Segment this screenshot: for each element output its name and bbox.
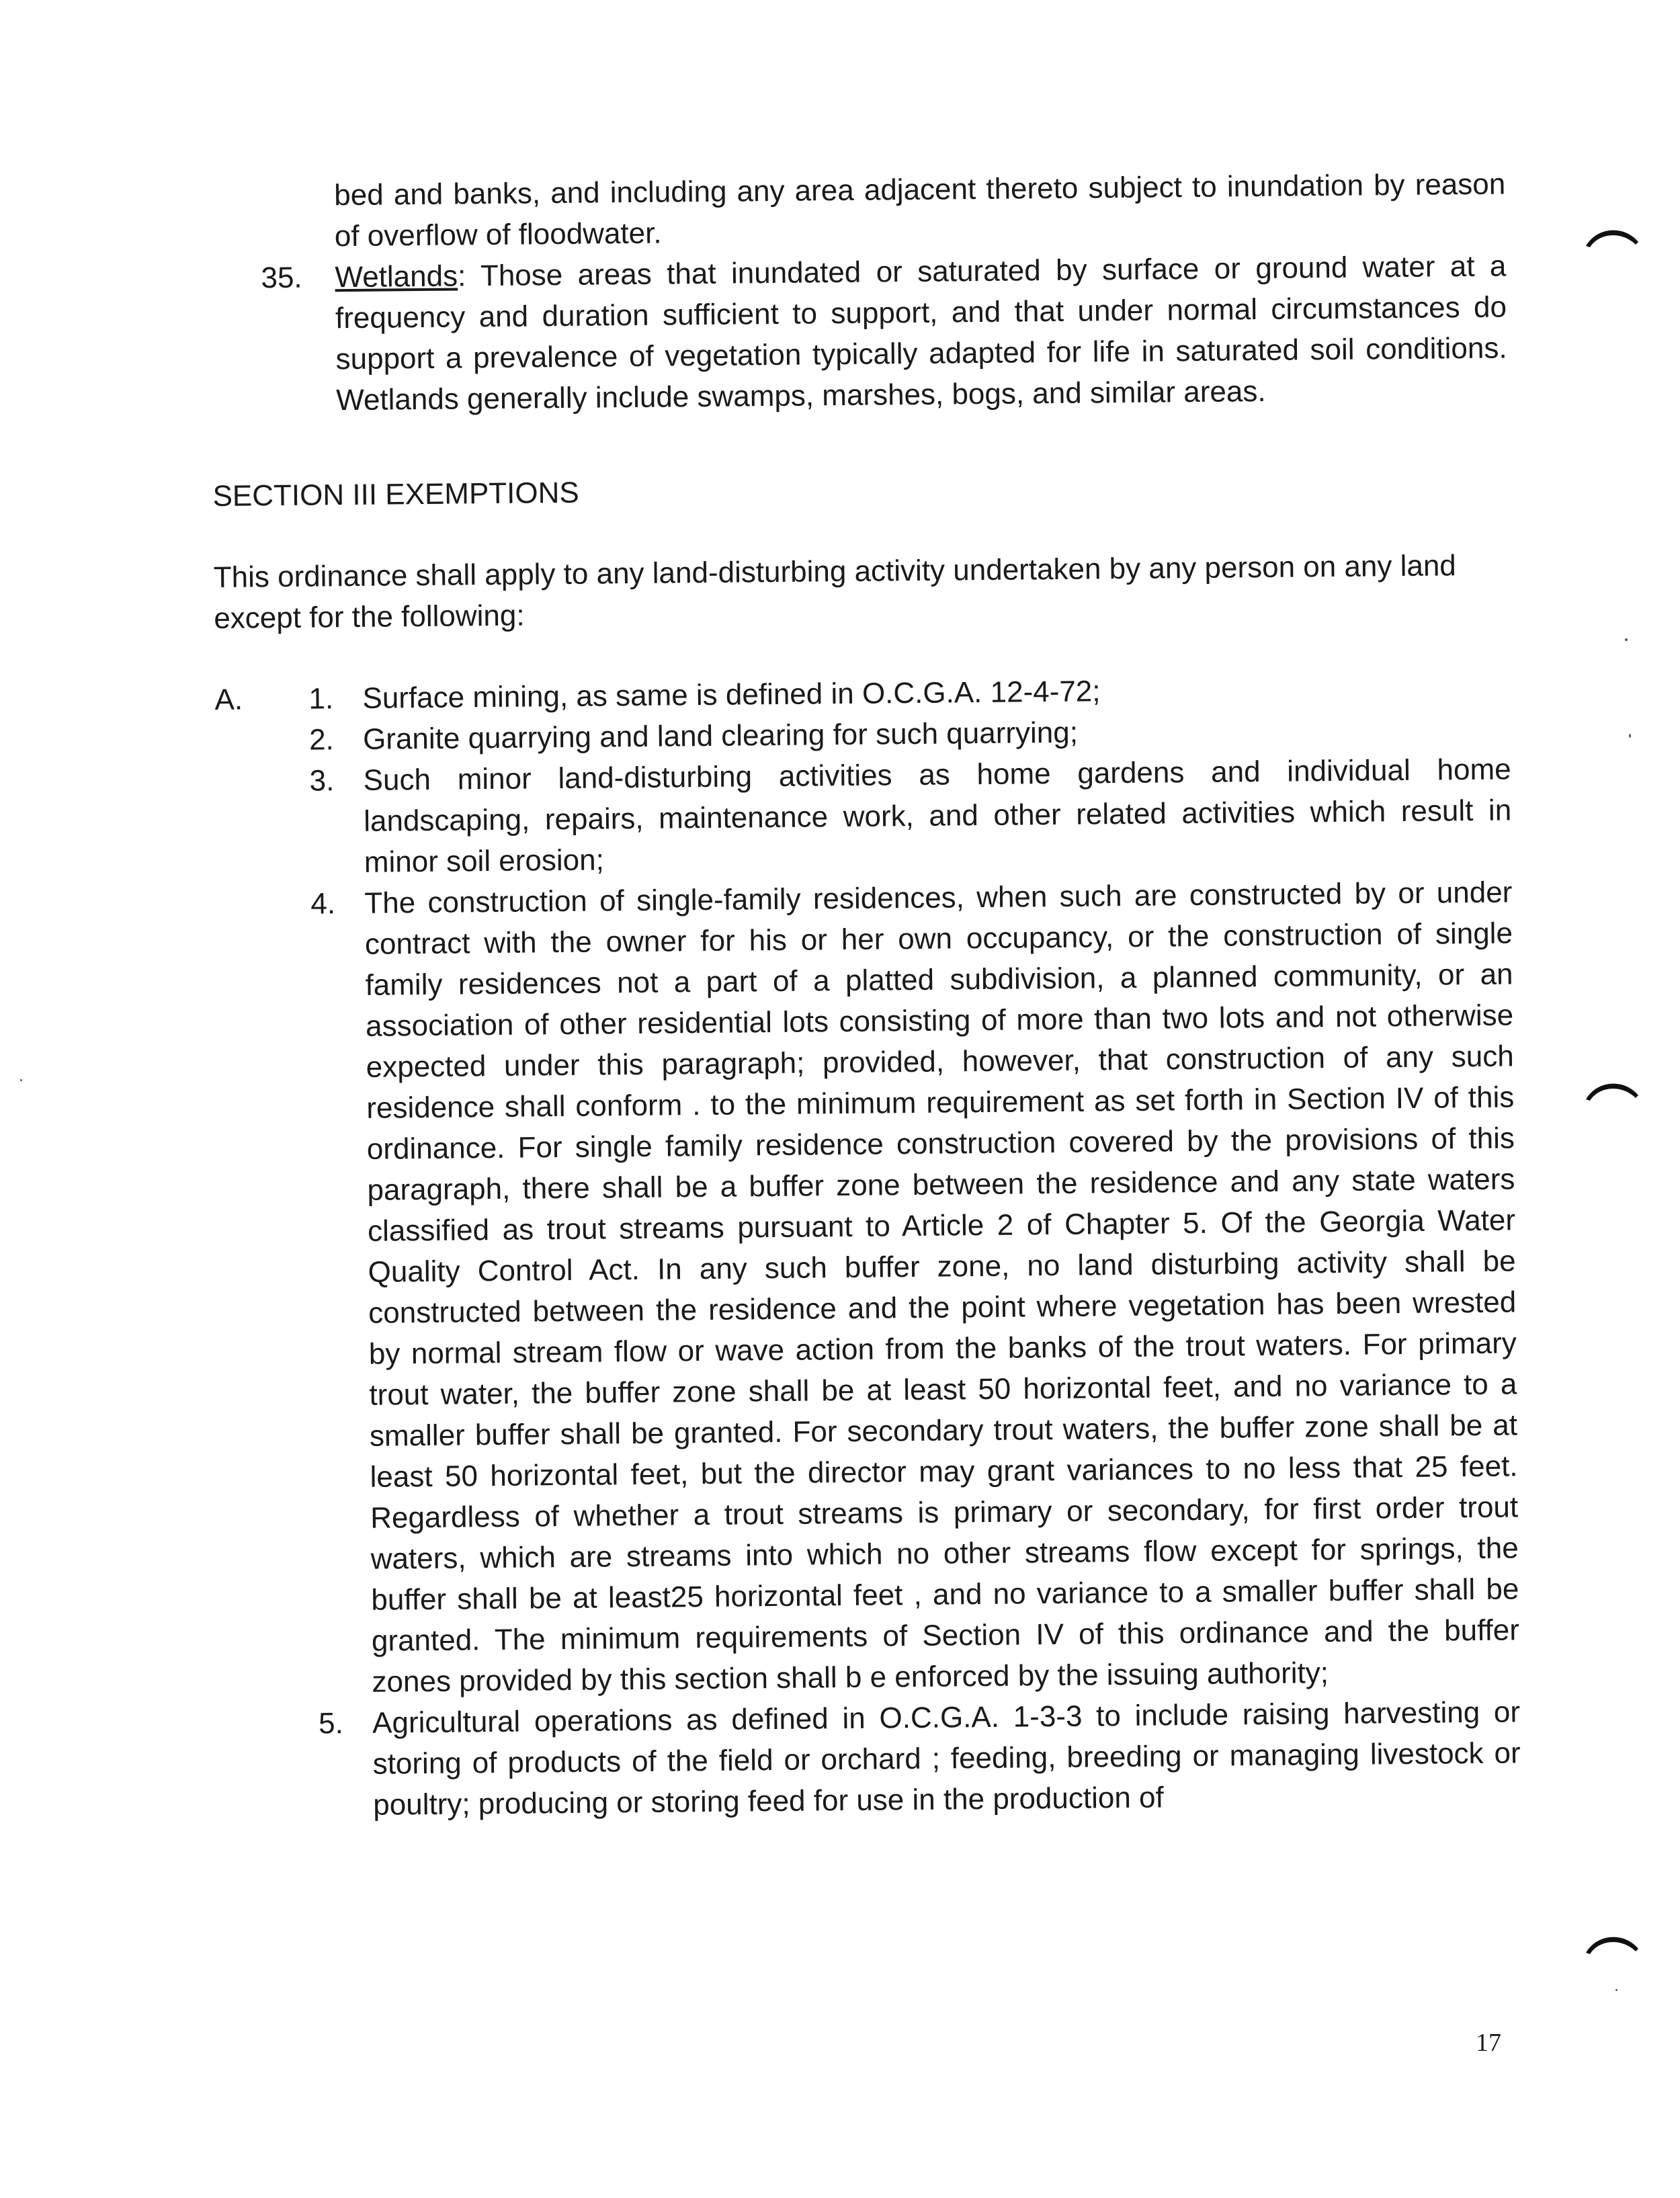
scan-speck (20, 1079, 22, 1081)
list-letter: A. (214, 683, 243, 716)
page-content (210, 163, 1521, 1826)
exemption-number: 3. (309, 764, 335, 798)
exemption-text: Surface mining, as same is defined in O.C.G.A. 12-4-72; (362, 675, 1101, 715)
scan-speck (1625, 638, 1628, 641)
binder-hole-mark-icon (1583, 222, 1641, 249)
definition-item (210, 245, 1507, 421)
exemption-text: Such minor land-disturbing activities as home gardens and individual home landscaping, repairs, maintenance work, and other related activities which result in minor soil erosion; (363, 753, 1512, 879)
exemption-text: The construction of single-family residences, when such are constructed by or under contract with the owner for his or her own occupancy, or the construction of single family residences not a part of a platted subdivision, a planned community, or an association of other residential lots consisting of more than two lots and not otherwise expected under this paragraph; provided, however, that construction of any such residence shall conform . to the minimum requirement as set forth in Section IV of this ordinance. For single family residence construction covered by the provisions of this paragraph, there shall be a buffer zone between the residence and any state waters classified as trout streams pursuant to Article 2 of Chapter 5. Of the Georgia Water Quality Control Act. In any such buffer zone, no land disturbing activity shall be constructed between the residence and the point where vegetation has been wrested by normal stream flow or wave action from the banks of the trout waters. For primary trout water, the buffer zone shall be at least 50 horizontal feet, and no variance to a smaller buffer shall be granted. For secondary trout waters, the buffer zone shall be at least 50 horizontal feet, but the director may grant variances to no less that 25 feet. Regardless of whether a trout streams is primary or secondary, for first order trout waters, which are streams into which no other streams flow except for springs, the buffer shall be at least25 horizontal feet , and no variance to a smaller buffer shall be granted. The minimum requirements of Section IV of this ordinance and the buffer zones provided by this section shall b e enforced by the issuing authority; (364, 876, 1520, 1699)
exemption-text: Agricultural operations as defined in O.C.G.A. 1-3-3 to include raising harvesting or storing of products of the field or orchard ; feeding, breeding or managing livestock or poultry; producing or storing feed for use in the production of (372, 1695, 1521, 1822)
exemption-item (305, 1691, 1521, 1826)
exemption-number: 5. (318, 1707, 344, 1740)
binder-hole-mark-icon (1583, 1929, 1641, 1955)
exemption-item (297, 872, 1520, 1703)
exemption-number: 1. (308, 682, 334, 716)
exemptions-list (214, 667, 1521, 1826)
exemption-number: 4. (310, 887, 336, 921)
definition-body (335, 245, 1507, 421)
continuation-paragraph: bed and banks, and including any area adjacent thereto subject to inundation by reason of overflow of floodwater. (334, 167, 1506, 253)
scan-speck (1629, 734, 1631, 738)
exemption-items (295, 667, 1521, 1826)
exemption-item (296, 749, 1512, 883)
intro-paragraph: This ordinance shall apply to any land-disturbing activity undertaken by any person on any land except for the following: (213, 549, 1457, 635)
page-number: 17 (1476, 2029, 1501, 2057)
exemption-number: 2. (308, 723, 334, 757)
section-heading: SECTION III EXEMPTIONS (212, 476, 579, 513)
exemption-text: Granite quarrying and land clearing for such quarrying; (362, 716, 1079, 756)
definition-text: : Those areas that inundated or saturated by surface or ground water at a frequency and duration sufficient to support, and that under normal circumstances do support a prevalence of vegetation typically adapted for life in saturated soil conditions. Wetlands generally include swamps, marshes, bogs, and similar areas. (335, 249, 1507, 417)
scan-speck (1615, 1989, 1618, 1991)
binder-hole-mark-icon (1583, 1075, 1641, 1102)
definition-term: Wetlands (335, 259, 458, 294)
definition-number: 35. (261, 261, 302, 295)
